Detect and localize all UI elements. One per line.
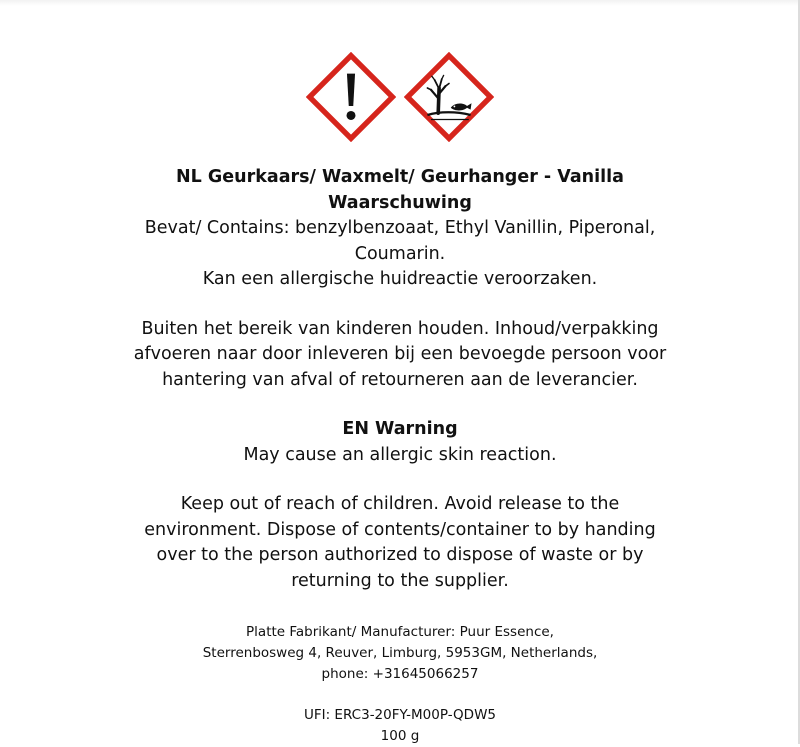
- net-weight: 100 g: [380, 728, 420, 744]
- signal-word-en: EN Warning: [342, 419, 458, 439]
- signal-word-nl: Waarschuwing: [328, 192, 472, 213]
- precaution-nl-line-1: Buiten het bereik van kinderen houden. Inhoud/verpakking: [141, 318, 659, 339]
- precaution-nl-line-2: afvoeren naar door inleveren bij een bevoegde persoon voor: [133, 344, 667, 364]
- hazard-statement-nl: Kan een allergische huidreactie veroorzaken.: [202, 269, 598, 289]
- precaution-en-line-1: Keep out of reach of children. Avoid release to the: [180, 494, 620, 514]
- precaution-nl-line-3: hantering van afval of retourneren aan de leverancier.: [162, 369, 638, 390]
- hazard-statement-en: May cause an allergic skin reaction.: [243, 444, 557, 465]
- ufi-code: UFI: ERC3-20FY-M00P-QDW5: [303, 707, 497, 723]
- manufacturer-line-2: Sterrenbosweg 4, Reuver, Limburg, 5953GM, Netherlands,: [202, 645, 598, 661]
- precaution-en-line-2: environment. Dispose of contents/container to by handing: [144, 519, 656, 540]
- exclamation-mark-hazard-icon: [306, 52, 396, 142]
- precaution-en-line-4: returning to the supplier.: [291, 570, 509, 591]
- manufacturer-line-3: phone: +31645066257: [321, 666, 479, 682]
- label-text: [0, 165, 800, 747]
- hazard-pictograms: [0, 52, 800, 142]
- contains-line-2: Coumarin.: [354, 243, 446, 264]
- contains-line-1: Bevat/ Contains: benzylbenzoaat, Ethyl Vanillin, Piperonal,: [144, 218, 656, 238]
- product-title: NL Geurkaars/ Waxmelt/ Geurhanger - Vanilla: [176, 167, 624, 187]
- precaution-en-line-3: over to the person authorized to dispose of waste or by: [156, 545, 644, 565]
- manufacturer-line-1: Platte Fabrikant/ Manufacturer: Puur Essence,: [246, 624, 554, 640]
- environment-hazard-icon: [404, 52, 494, 142]
